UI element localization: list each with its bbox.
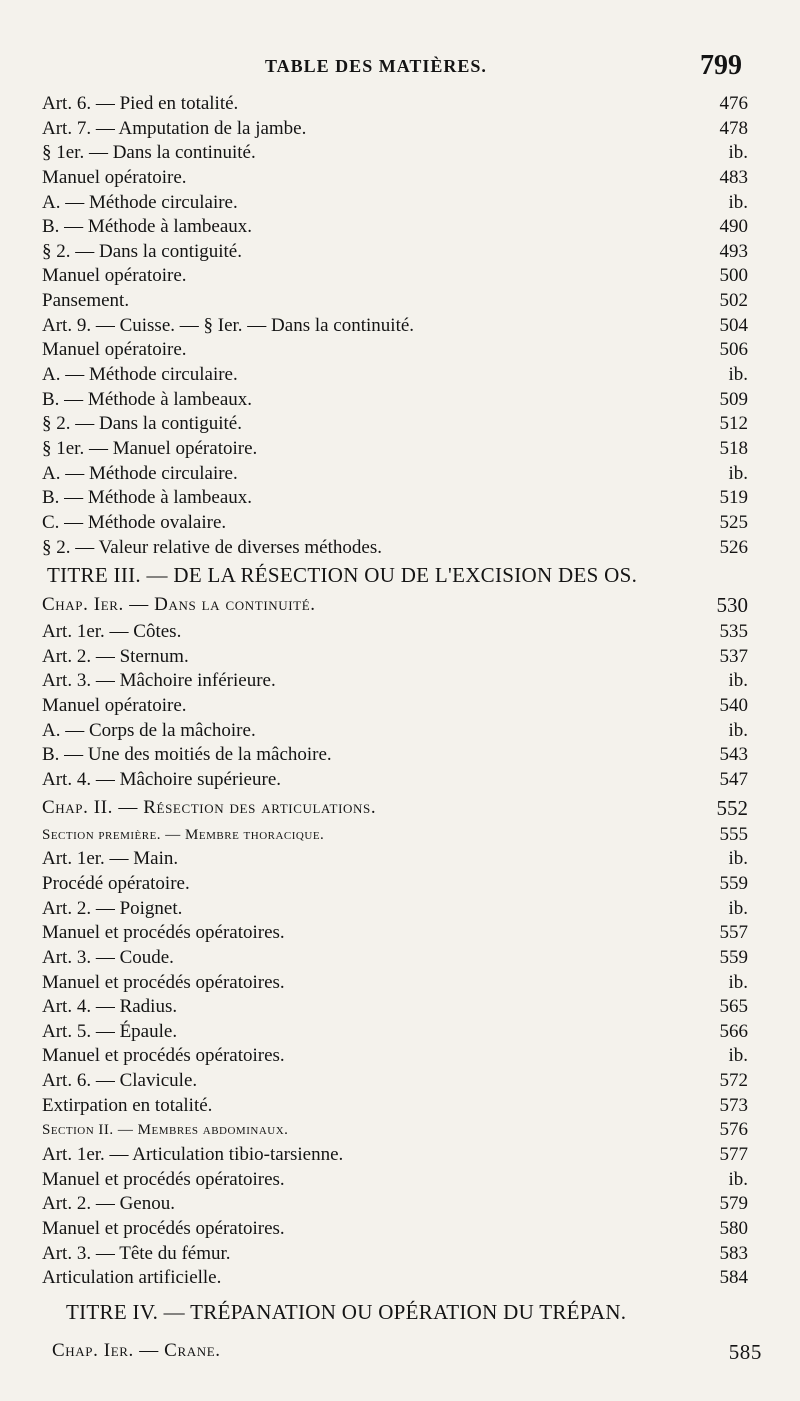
entry-label: Extirpation en totalité. (42, 1094, 213, 1116)
entry-page: 565 (719, 996, 748, 1018)
entry-label: C. — Méthode ovalaire. (42, 511, 227, 533)
entry-label: A. — Méthode circulaire. (42, 462, 238, 484)
entry-page: ib. (728, 462, 748, 484)
toc-entry (0, 872, 800, 897)
entry-label: Manuel opératoire. (42, 166, 187, 188)
toc-entry (0, 388, 800, 413)
entry-label: § 2. — Dans la contiguité. (42, 240, 242, 262)
entry-label: Procédé opératoire. (42, 872, 190, 894)
entry-page: ib. (728, 719, 748, 741)
chapter-entry (52, 1340, 762, 1362)
entry-page: 519 (719, 487, 748, 509)
entry-page: 490 (719, 216, 748, 238)
toc-entry (0, 486, 800, 511)
entry-page: 493 (719, 240, 748, 262)
entry-label: Art. 6. — Clavicule. (42, 1070, 198, 1092)
entry-label: Art. 6. — Pied en totalité. (42, 93, 239, 114)
toc-entry (0, 645, 800, 670)
entry-label: § 2. — Valeur relative de diverses méthodes. (42, 536, 382, 558)
entry-label: § 1er. — Dans la continuité. (42, 142, 256, 164)
entry-page: 506 (719, 339, 748, 361)
entry-page: 483 (719, 166, 748, 188)
entry-label: Manuel opératoire. (42, 339, 187, 361)
entry-label: Chap. Ier. — Dans la continuité. (42, 594, 316, 616)
entry-page: ib. (728, 971, 748, 993)
toc-entry (0, 719, 800, 744)
toc-entry (0, 511, 800, 536)
entry-page: 530 (716, 593, 748, 618)
entry-page: 537 (719, 645, 748, 667)
toc-entry (0, 768, 800, 793)
entry-label: Art. 1er. — Côtes. (42, 621, 182, 643)
entry-page: ib. (728, 848, 748, 870)
toc-entry (0, 1192, 800, 1217)
entry-label: Manuel opératoire. (42, 695, 187, 717)
entry-label: Art. 2. — Sternum. (42, 645, 189, 667)
toc-entry (0, 1217, 800, 1242)
entry-label: B. — Une des moitiés de la mâchoire. (42, 744, 332, 766)
toc-entry (0, 1094, 800, 1119)
entry-page: 579 (719, 1193, 748, 1215)
entry-page: 476 (719, 93, 748, 114)
toc-entry (0, 215, 800, 240)
entry-label: Art. 3. — Coude. (42, 946, 174, 968)
toc-entry (0, 289, 800, 314)
section-entry (0, 1118, 800, 1143)
toc-entry (0, 1020, 800, 1045)
toc-entry (0, 1242, 800, 1267)
entry-page: 525 (719, 511, 748, 533)
toc-entry (0, 694, 800, 719)
entry-label: TITRE III. — DE LA RÉSECTION OU DE L'EXCISION DES OS. (47, 563, 638, 588)
entry-page: 572 (719, 1070, 748, 1092)
entry-page: ib. (728, 142, 748, 164)
toc-entry (0, 971, 800, 996)
entry-label: Art. 3. — Mâchoire inférieure. (42, 670, 276, 692)
toc-entry (0, 743, 800, 768)
toc-entry (0, 240, 800, 265)
entry-label: A. — Méthode circulaire. (42, 191, 238, 213)
entry-page: 543 (719, 744, 748, 766)
entry-label: A. — Méthode circulaire. (42, 364, 238, 386)
entry-page: 518 (719, 437, 748, 459)
entry-page: 555 (719, 823, 748, 845)
entry-page: 577 (719, 1143, 748, 1165)
toc-entry (0, 995, 800, 1020)
entry-page: 504 (719, 314, 748, 336)
entry-label: Art. 5. — Épaule. (42, 1020, 178, 1042)
section-entry (0, 823, 800, 848)
entry-label: Art. 2. — Poignet. (42, 897, 183, 919)
entry-label: Manuel et procédés opératoires. (42, 922, 285, 944)
entry-page: 512 (719, 413, 748, 435)
entry-label: Art. 4. — Radius. (42, 996, 178, 1018)
entry-page: 585 (728, 1340, 762, 1364)
entry-label: B. — Méthode à lambeaux. (42, 216, 253, 238)
toc-entry (0, 1069, 800, 1094)
toc-entry (0, 946, 800, 971)
titre-heading: TITRE IV. — TRÉPANATION OU OPÉRATION DU TRÉPAN. (66, 1300, 627, 1324)
entry-label: Manuel et procédés opératoires. (42, 1168, 285, 1190)
entry-page: ib. (728, 1045, 748, 1067)
entry-label: § 1er. — Manuel opératoire. (42, 437, 258, 459)
entry-page: 526 (719, 536, 748, 558)
entry-page: ib. (728, 897, 748, 919)
entry-label: A. — Corps de la mâchoire. (42, 719, 256, 741)
chapter-entry (0, 793, 800, 823)
entry-label: B. — Méthode à lambeaux. (42, 487, 253, 509)
entry-page: ib. (728, 670, 748, 692)
toc-entry (0, 897, 800, 922)
entry-page: 580 (719, 1217, 748, 1239)
page-header (0, 46, 800, 90)
entry-label: Manuel et procédés opératoires. (42, 1217, 285, 1239)
toc-entry (0, 338, 800, 363)
toc-entry (0, 462, 800, 487)
entry-page: 584 (719, 1267, 748, 1289)
entry-label: Section première. — Membre thoracique. (42, 826, 325, 843)
toc-entry (0, 847, 800, 872)
running-title: TABLE DES MATIÈRES. (265, 56, 487, 76)
entry-label: Art. 1er. — Articulation tibio-tarsienne. (42, 1143, 344, 1165)
entry-label: Manuel et procédés opératoires. (42, 1045, 285, 1067)
toc-entry (0, 1044, 800, 1069)
toc-entry (0, 1266, 800, 1291)
entry-page: 583 (719, 1242, 748, 1264)
entry-page: 540 (719, 695, 748, 717)
entry-page: 547 (719, 769, 748, 791)
page-number: 799 (700, 50, 742, 81)
entry-page: ib. (728, 191, 748, 213)
entry-label: Pansement. (42, 290, 130, 312)
toc-entry (0, 921, 800, 946)
table-of-contents (0, 92, 800, 1291)
entry-label: Section II. — Membres abdominaux. (42, 1122, 289, 1139)
entry-page: ib. (728, 1168, 748, 1190)
toc-entry (0, 117, 800, 142)
toc-entry (0, 166, 800, 191)
entry-label: Art. 1er. — Main. (42, 848, 179, 870)
titre-heading (0, 560, 800, 590)
toc-entry (0, 437, 800, 462)
entry-page: 500 (719, 265, 748, 287)
toc-entry (0, 314, 800, 339)
entry-label: B. — Méthode à lambeaux. (42, 388, 253, 410)
entry-page: 559 (719, 872, 748, 894)
toc-entry (0, 191, 800, 216)
toc-entry (0, 620, 800, 645)
toc-entry (0, 264, 800, 289)
entry-page: 576 (719, 1119, 748, 1141)
toc-entry (0, 1168, 800, 1193)
toc-entry (0, 141, 800, 166)
entry-page: 509 (719, 388, 748, 410)
toc-entry (0, 536, 800, 561)
entry-page: ib. (728, 364, 748, 386)
entry-page: 573 (719, 1094, 748, 1116)
entry-label: Art. 7. — Amputation de la jambe. (42, 117, 307, 139)
entry-label: Chap. Ier. — Crane. (52, 1340, 221, 1361)
entry-label: Art. 9. — Cuisse. — § Ier. — Dans la continuité. (42, 314, 415, 336)
entry-label: Manuel opératoire. (42, 265, 187, 287)
entry-page: 559 (719, 946, 748, 968)
toc-entry (0, 92, 800, 117)
entry-page: 535 (719, 621, 748, 643)
chapter-entry (0, 590, 800, 620)
entry-label: § 2. — Dans la contiguité. (42, 413, 242, 435)
entry-page: 557 (719, 922, 748, 944)
entry-page: 478 (719, 117, 748, 139)
toc-entry (0, 363, 800, 388)
toc-entry (0, 412, 800, 437)
toc-entry (0, 669, 800, 694)
entry-label: Art. 3. — Tête du fémur. (42, 1242, 231, 1264)
entry-label: Chap. II. — Résection des articulations. (42, 796, 377, 818)
entry-label: Art. 4. — Mâchoire supérieure. (42, 769, 282, 791)
entry-label: Articulation artificielle. (42, 1267, 222, 1289)
entry-page: 552 (716, 795, 748, 820)
entry-page: 566 (719, 1020, 748, 1042)
entry-label: Manuel et procédés opératoires. (42, 971, 285, 993)
entry-label: Art. 2. — Genou. (42, 1193, 175, 1215)
entry-page: 502 (719, 290, 748, 312)
toc-entry (0, 1143, 800, 1168)
